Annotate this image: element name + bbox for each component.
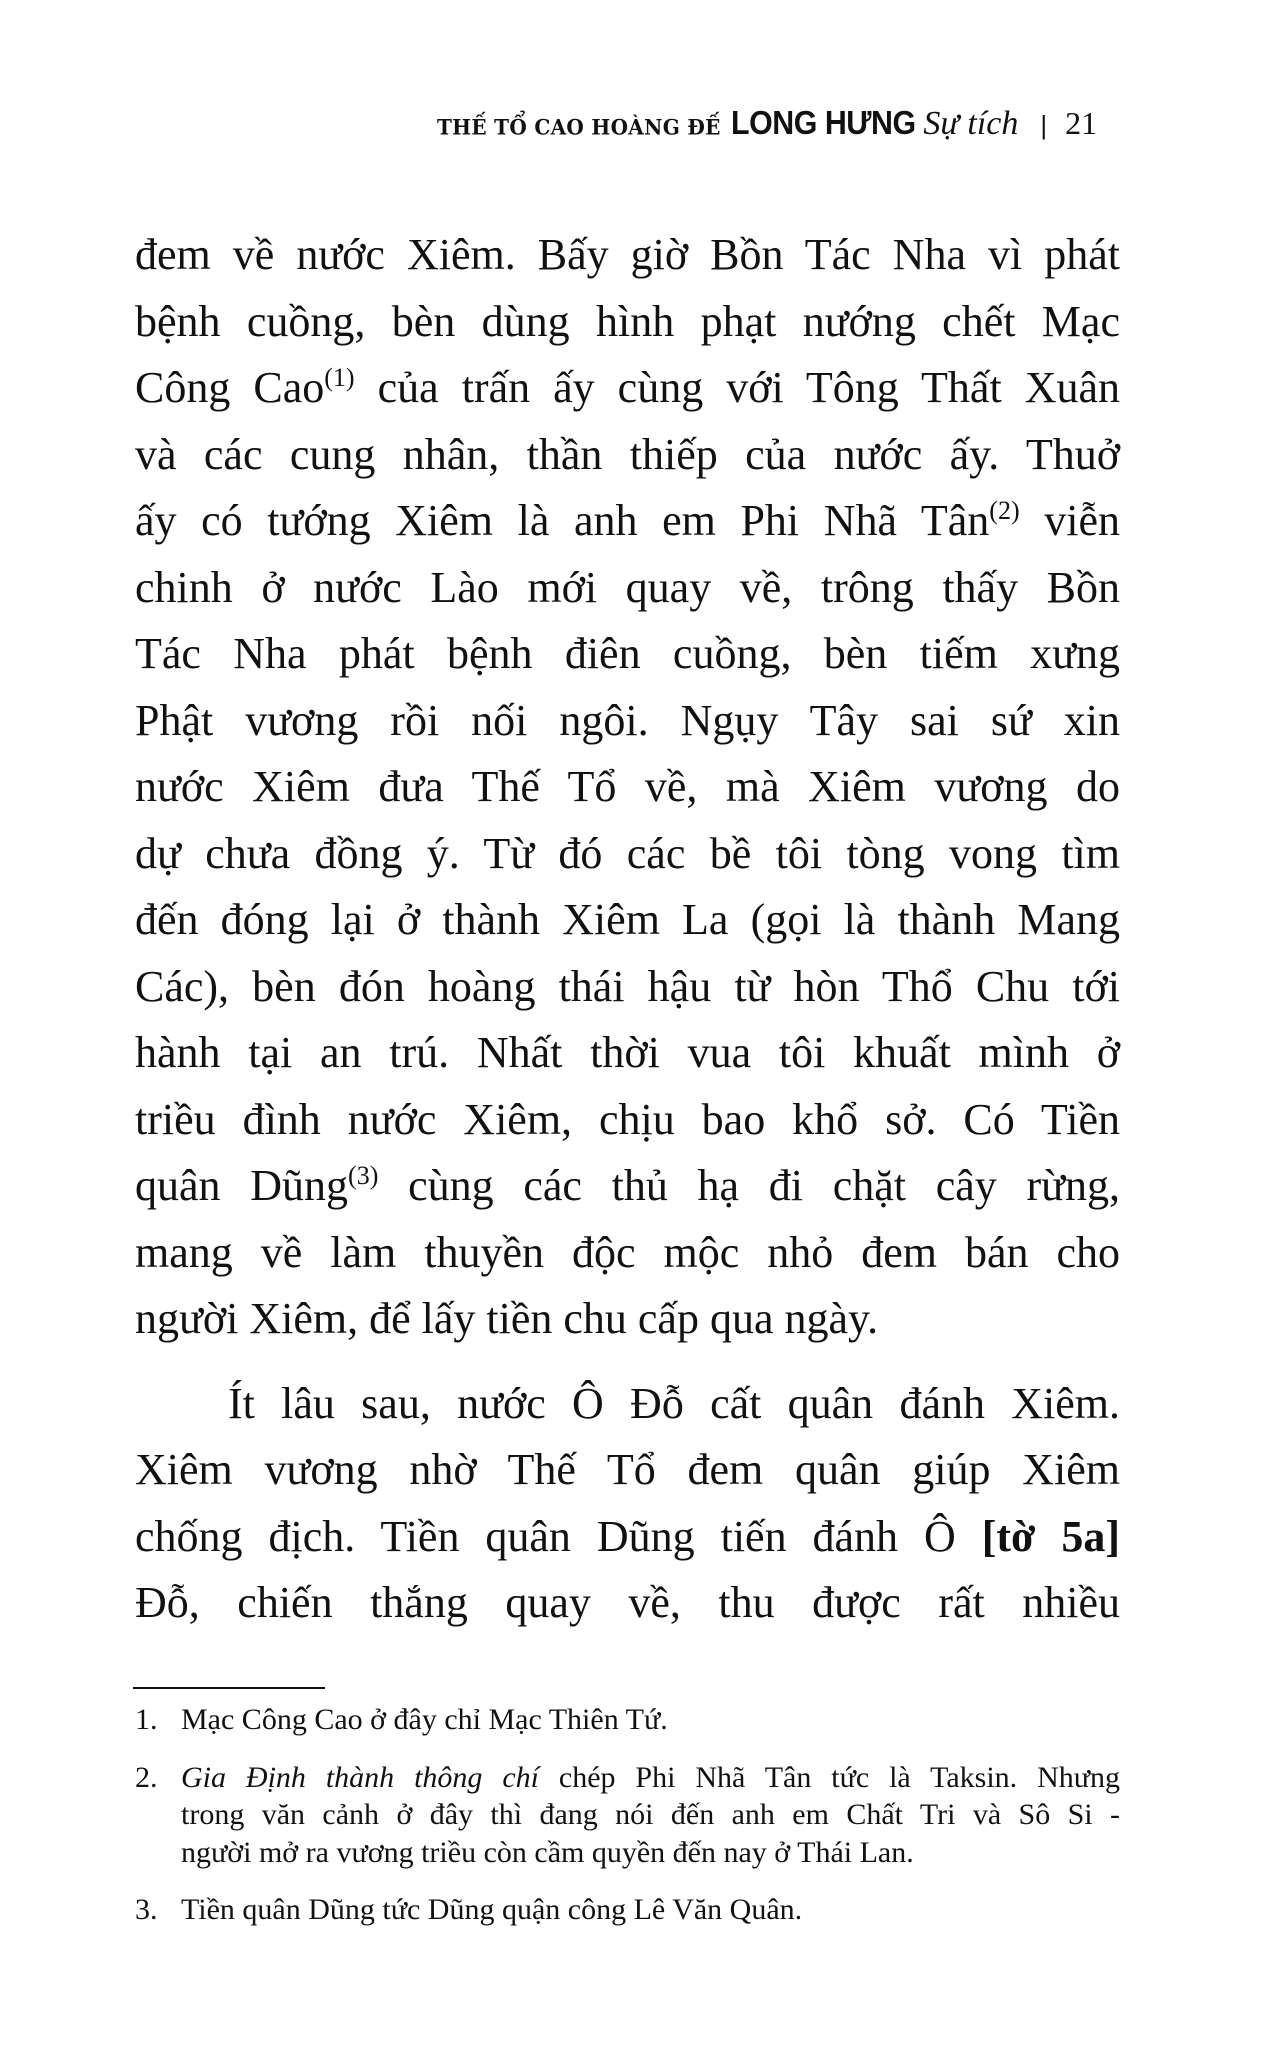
footnote-2 bbox=[135, 1759, 1120, 1872]
text-line: mang về làm thuyền độc mộc nhỏ đem bán cho bbox=[135, 1227, 1120, 1277]
text-line bbox=[135, 1504, 1120, 1571]
text-line: đến đóng lại ở thành Xiêm La (gọi là thành Mang bbox=[135, 895, 1120, 944]
footnotes bbox=[135, 1701, 1120, 1949]
text-line: dự chưa đồng ý. Từ đó các bề tôi tòng vong tìm bbox=[135, 828, 1120, 878]
header-separator: | bbox=[1040, 110, 1048, 140]
footnote-line bbox=[181, 1759, 1120, 1797]
text-line bbox=[135, 1153, 1120, 1220]
text-line: Các), bèn đón hoàng thái hậu từ hòn Thổ Chu tới bbox=[135, 961, 1120, 1011]
running-header bbox=[437, 104, 1097, 144]
paragraph-1 bbox=[135, 222, 1120, 1353]
footnote-number: 2. bbox=[135, 1760, 158, 1794]
footnote-line: người mở ra vương triều còn cầm quyền đến nay ở Thái Lan. bbox=[181, 1835, 914, 1869]
text-line: Đỗ, chiến thắng quay về, thu được rất nhiều bbox=[135, 1578, 1120, 1627]
text-line: bệnh cuồng, bèn dùng hình phạt nướng chết Mạc bbox=[135, 296, 1120, 346]
footnote-text bbox=[181, 1759, 1120, 1872]
line-text: chống địch. Tiền quân Dũng tiến đánh Ô bbox=[135, 1511, 956, 1561]
text-line: hành tại an trú. Nhất thời vua tôi khuất mình ở bbox=[135, 1028, 1120, 1077]
body-text bbox=[135, 222, 1120, 1637]
footnote-line: Mạc Công Cao ở đây chỉ Mạc Thiên Tứ. bbox=[181, 1703, 668, 1736]
footnote-ref-3[interactable]: (3) bbox=[348, 1161, 379, 1190]
footnote-number: 1. bbox=[135, 1703, 158, 1736]
line-text: cùng các thủ hạ đi chặt cây rừng, bbox=[408, 1161, 1121, 1210]
text-line: Tác Nha phát bệnh điên cuồng, bèn tiếm xưng bbox=[135, 629, 1120, 678]
paragraph-2 bbox=[135, 1371, 1120, 1637]
footnote-text bbox=[181, 1701, 1120, 1739]
text-line: nước Xiêm đưa Thế Tổ về, mà Xiêm vương do bbox=[135, 762, 1120, 811]
text-line: Xiêm vương nhờ Thế Tổ đem quân giúp Xiêm bbox=[135, 1445, 1120, 1494]
text-line bbox=[135, 355, 1120, 422]
footnote-number: 3. bbox=[135, 1893, 158, 1926]
folio-marker: [tờ 5a] bbox=[981, 1511, 1120, 1561]
footnote-divider bbox=[133, 1687, 325, 1689]
line-text: của trấn ấy cùng với Tông Thất Xuân bbox=[377, 363, 1120, 412]
footnote-ref-2[interactable]: (2) bbox=[989, 496, 1020, 525]
footnote-3 bbox=[135, 1891, 1120, 1929]
cited-work-title: Gia Định thành thông chí bbox=[181, 1760, 539, 1794]
text-line: Ít lâu sau, nước Ô Đỗ cất quân đánh Xiêm. bbox=[228, 1378, 1120, 1428]
text-line: chinh ở nước Lào mới quay về, trông thấy Bồn bbox=[135, 562, 1120, 612]
line-text: viễn bbox=[1044, 496, 1120, 545]
page-number: 21 bbox=[1065, 105, 1098, 141]
text-line: và các cung nhân, thần thiếp của nước ấy. Thuở bbox=[135, 429, 1120, 479]
header-title-brand: LONG HƯNG bbox=[730, 104, 916, 141]
footnote-line: Tiền quân Dũng tức Dũng quận công Lê Văn Quân. bbox=[181, 1893, 803, 1926]
header-title-smallcaps: THẾ TỔ CAO HOÀNG ĐẾ bbox=[437, 114, 721, 140]
paragraph-gap bbox=[135, 1353, 1120, 1371]
footnote-ref-1[interactable]: (1) bbox=[324, 363, 355, 392]
footnote-text bbox=[181, 1891, 1120, 1929]
line-text: Công Cao bbox=[135, 363, 325, 412]
line-text: chép Phi Nhã Tân tức là Taksin. Nhưng bbox=[538, 1760, 1120, 1794]
text-line bbox=[135, 488, 1120, 555]
text-line: đem về nước Xiêm. Bấy giờ Bồn Tác Nha vì phát bbox=[135, 230, 1120, 279]
text-line: người Xiêm, để lấy tiền chu cấp qua ngày. bbox=[135, 1294, 879, 1343]
footnote-line: trong văn cảnh ở đây thì đang nói đến anh em Chất Tri và Sô Si - bbox=[181, 1798, 1120, 1831]
line-text: quân Dũng bbox=[135, 1161, 349, 1210]
text-line: triều đình nước Xiêm, chịu bao khổ sở. Có Tiền bbox=[135, 1094, 1120, 1144]
text-line: Phật vương rồi nối ngôi. Ngụy Tây sai sứ xin bbox=[135, 695, 1120, 745]
footnote-1 bbox=[135, 1701, 1120, 1739]
header-title-script: Sự tích bbox=[923, 105, 1019, 142]
line-text: ấy có tướng Xiêm là anh em Phi Nhã Tân bbox=[135, 496, 990, 545]
